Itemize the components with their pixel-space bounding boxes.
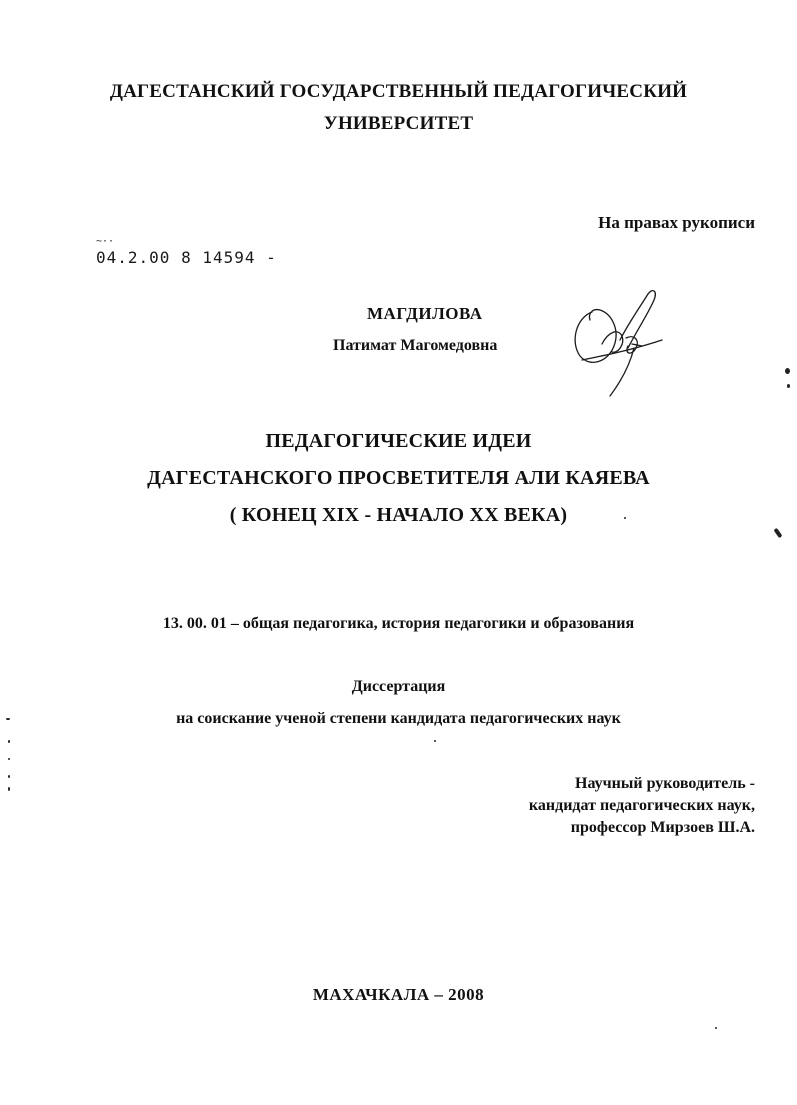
scan-speck bbox=[785, 368, 790, 374]
scan-speck bbox=[787, 384, 790, 388]
stamp-ticks: ~·· bbox=[96, 236, 115, 247]
handwritten-signature bbox=[562, 284, 682, 404]
scan-speck bbox=[434, 740, 436, 742]
author-surname: МАГДИЛОВА bbox=[367, 304, 483, 323]
author-given-names: Патимат Магомедовна bbox=[333, 337, 498, 354]
advisor-line3: профессор Мирзоев Ш.А. bbox=[570, 819, 755, 836]
place-and-year: МАХАЧКАЛА – 2008 bbox=[312, 985, 485, 1004]
scan-speck bbox=[8, 787, 10, 791]
scan-speck bbox=[6, 718, 10, 720]
thesis-title-line3: ( КОНЕЦ XIX - НАЧАЛО XX ВЕКА) bbox=[229, 504, 568, 526]
scan-speck bbox=[773, 528, 782, 538]
specialty-code: 13. 00. 01 – общая педагогика, история педагогики и образования bbox=[162, 615, 635, 632]
scan-speck bbox=[715, 1027, 717, 1029]
advisor-line1: Научный руководитель - bbox=[575, 775, 755, 792]
scan-speck bbox=[624, 517, 626, 519]
thesis-type: Диссертация bbox=[351, 678, 446, 695]
thesis-title-line2: ДАГЕСТАНСКОГО ПРОСВЕТИТЕЛЯ АЛИ КАЯЕВА bbox=[147, 467, 650, 489]
university-name-line2: УНИВЕРСИТЕТ bbox=[323, 113, 474, 134]
university-name-line1: ДАГЕСТАНСКИЙ ГОСУДАРСТВЕННЫЙ ПЕДАГОГИЧЕСКИЙ bbox=[109, 81, 688, 102]
thesis-title-line1: ПЕДАГОГИЧЕСКИЕ ИДЕИ bbox=[265, 430, 532, 452]
scan-speck bbox=[8, 758, 10, 760]
scan-speck bbox=[8, 740, 10, 743]
manuscript-rights-note: На правах рукописи bbox=[598, 213, 755, 232]
advisor-line2: кандидат педагогических наук, bbox=[528, 797, 755, 814]
degree-line: на соискание ученой степени кандидата педагогических наук bbox=[176, 710, 621, 727]
scan-speck bbox=[8, 775, 10, 778]
registration-stamp: 04.2.00 8 14594 - bbox=[96, 248, 277, 267]
